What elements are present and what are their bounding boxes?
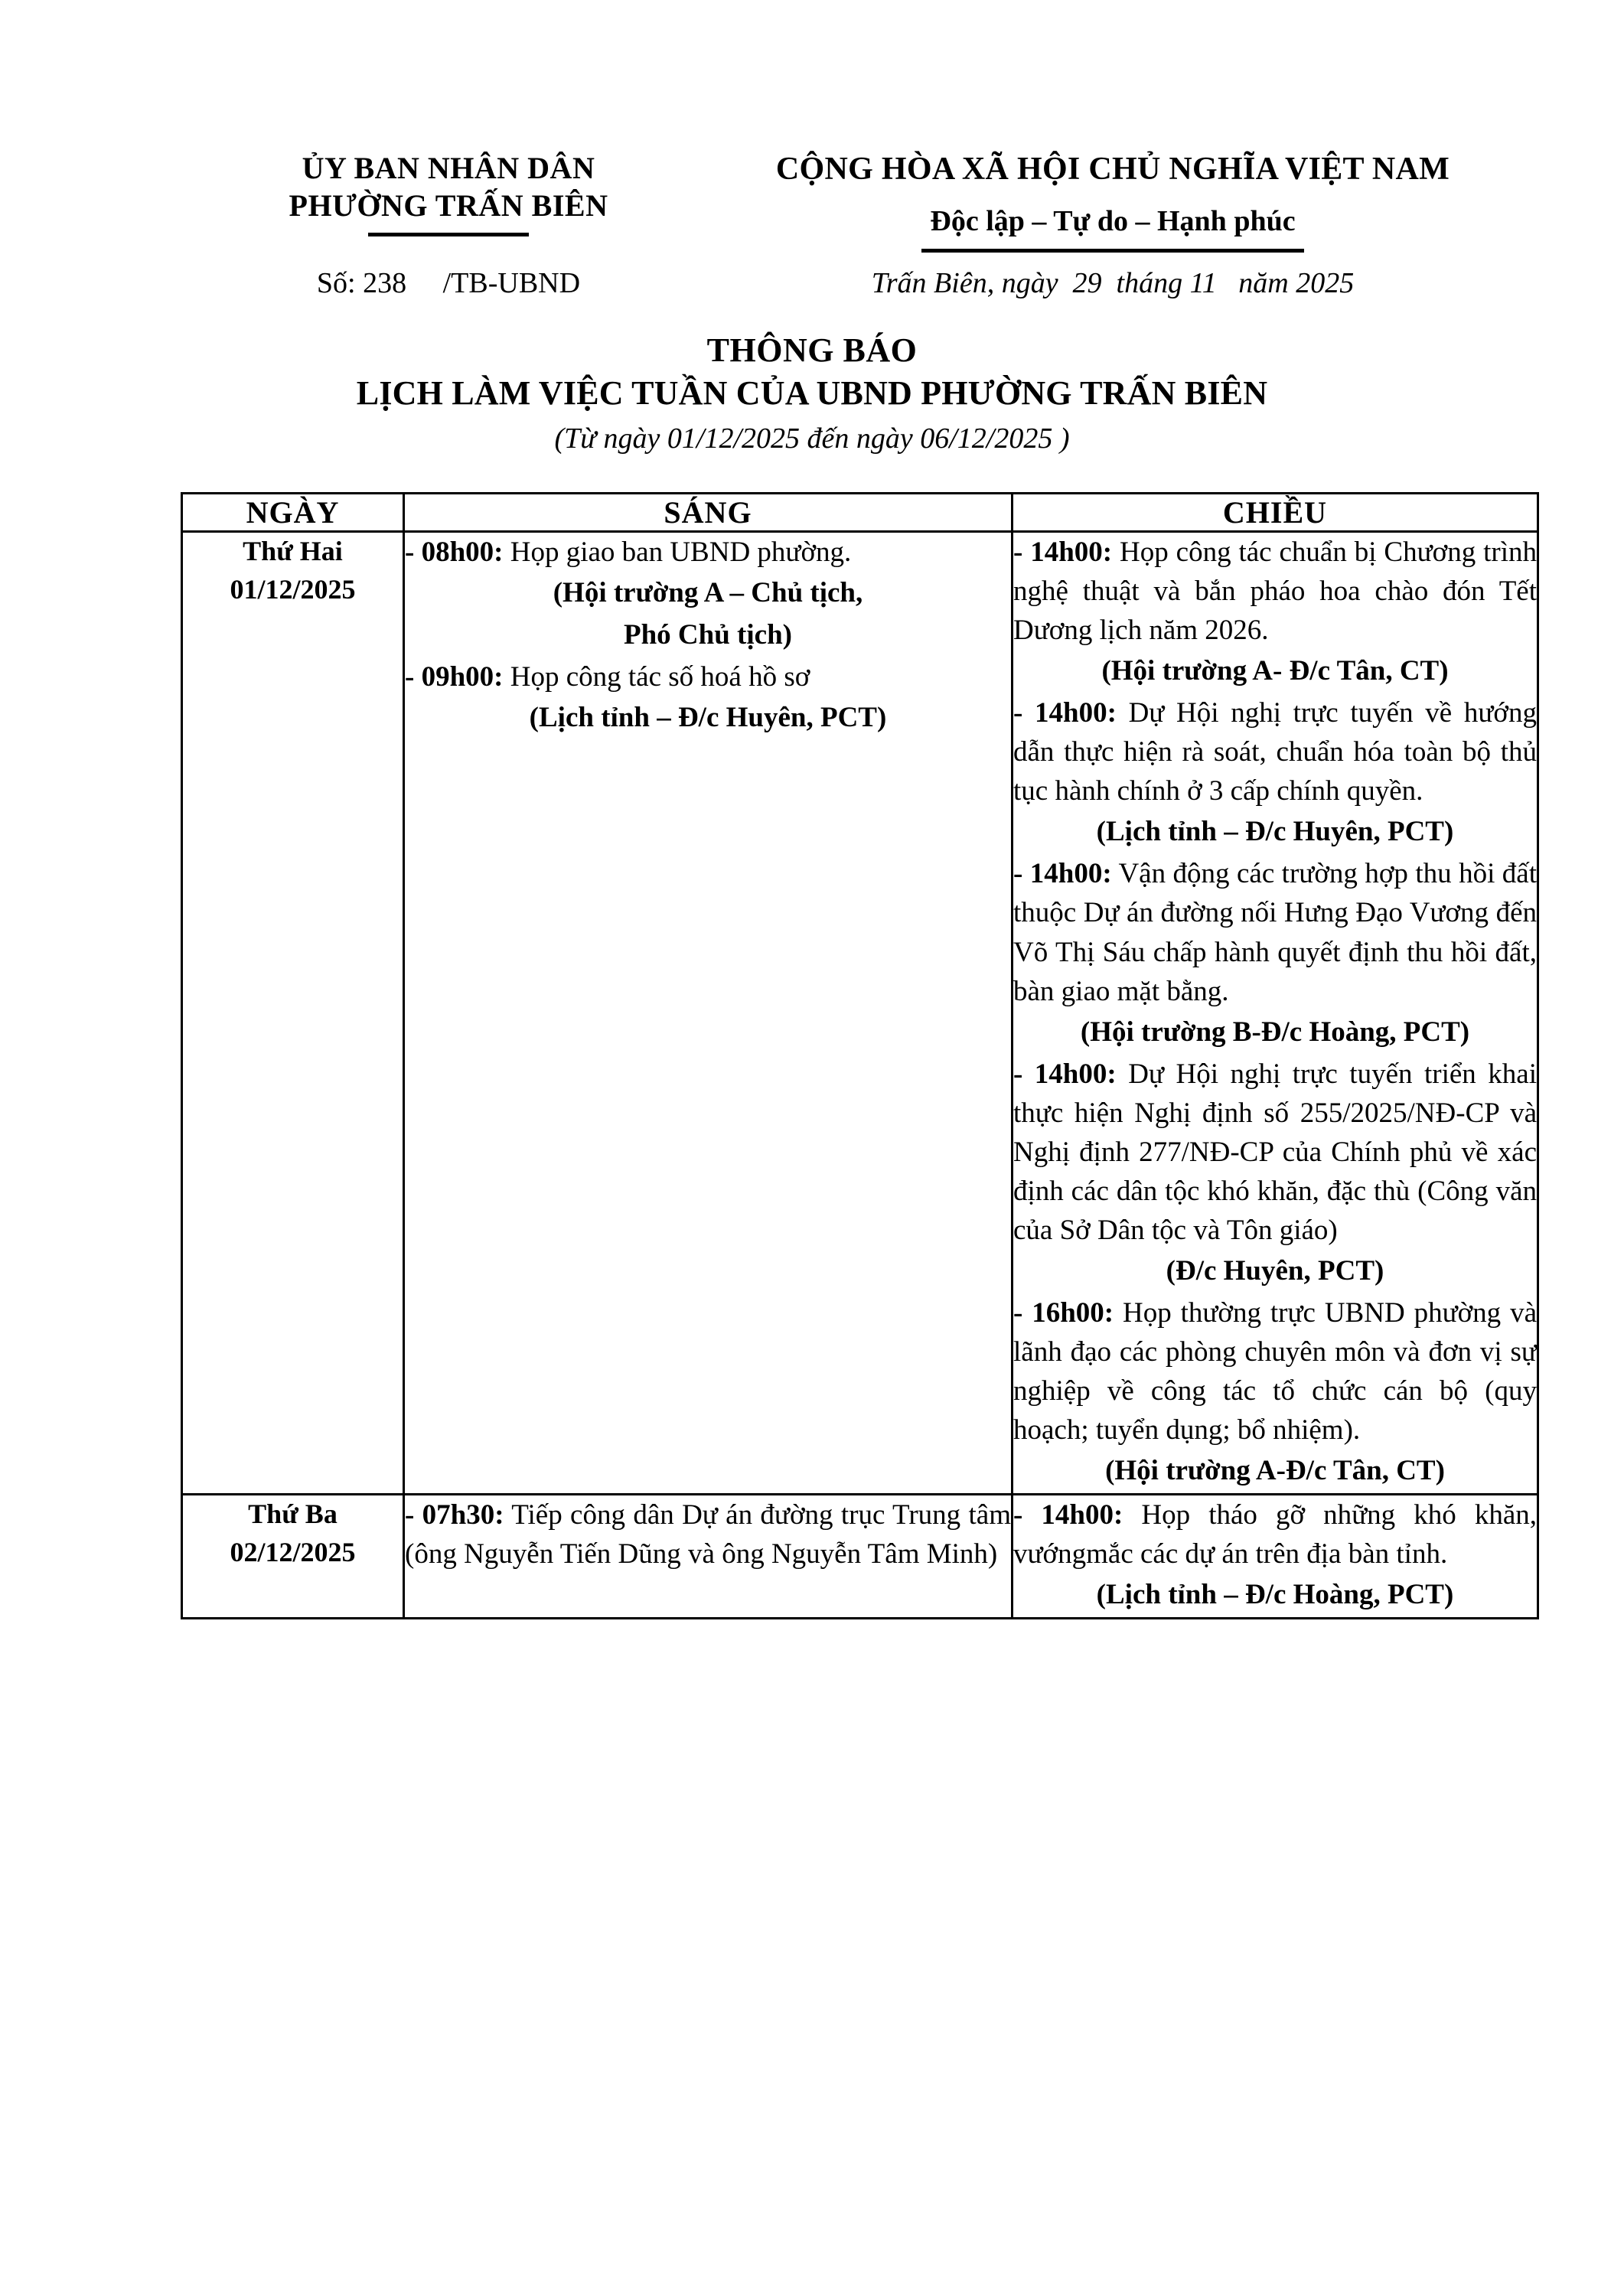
schedule-entry-text: Họp thường trực UBND phường và lãnh đạo các phòng chuyên môn và đơn vị sự nghiệp về công tác tổ chức cán bộ (quy hoạch; tuyển dụng; bổ nhiệm). [1013,1296,1537,1446]
schedule-entry-text: Dự Hội nghị trực tuyến về hướng dẫn thực hiện rà soát, chuẩn hóa toàn bộ thủ tục hành chính ở 3 cấp chính quyền. [1013,697,1537,807]
afternoon-cell [1013,532,1538,1495]
number-date-row [0,266,1624,300]
morning-cell [404,532,1013,1495]
schedule-venue: (Hội trường A- Đ/c Tân, CT) [1101,655,1449,687]
day-name: Thứ Hai [243,536,343,567]
schedule-entry-text: Tiếp công dân Dự án đường trục Trung tâm (ông Nguyễn Tiến Dũng và ông Nguyễn Tâm Minh) [405,1499,1011,1570]
schedule-entry [405,657,1011,696]
schedule-entry-text: Vận động các trường hợp thu hồi đất thuộc Dự án đường nối Hưng Đạo Vương đến Võ Thị Sáu chấp hành quyết định thu hồi đất, bàn giao mặt bằng. [1013,858,1537,1007]
schedule-entry-time: - 09h00: [405,661,504,693]
table-row [182,1495,1538,1619]
morning-cell [404,1495,1013,1619]
schedule-entry-text: Dự Hội nghị trực tuyến triển khai thực hiện Nghị định số 255/2025/NĐ-CP và Nghị định 277/NĐ-CP của Chính phủ về xác định các dân tộc khó khăn, đặc thù (Công văn của Sở Dân tộc và Tôn giáo) [1013,1058,1537,1246]
document-subject-title: LỊCH LÀM VIỆC TUẦN CỦA UBND PHƯỜNG TRẤN BIÊN [356,373,1268,412]
schedule-entry [1013,533,1537,650]
title-block [0,331,1624,457]
document-number: Số: 238 /TB-UBND [316,266,581,299]
schedule-venue: (Lịch tỉnh – Đ/c Hoàng, PCT) [1096,1579,1454,1611]
day-cell [182,1495,404,1619]
schedule-entry-text: Họp giao ban UBND phường. [503,536,852,569]
schedule-entry-time: - 14h00: [1013,1499,1123,1531]
day-name: Thứ Ba [248,1499,338,1530]
authority-underline [368,233,529,236]
schedule-table-wrapper [181,492,1537,1619]
table-header-row [182,494,1538,532]
schedule-entry [1013,1055,1537,1250]
day-date: 02/12/2025 [230,1536,356,1567]
schedule-entry [1013,1495,1537,1574]
schedule-entry-text: Họp công tác số hoá hồ sơ [503,661,810,693]
schedule-entry-time: - 14h00: [1013,536,1113,569]
schedule-entry-text: Họp tháo gỡ những khó khăn, vướngmắc các dự án trên địa bàn tỉnh. [1013,1499,1537,1570]
place-and-date: Trấn Biên, ngày 29 tháng 11 năm 2025 [871,266,1355,299]
schedule-entry [1013,1293,1537,1450]
motto-underline [921,249,1304,253]
issuing-authority-block [181,150,716,236]
country-name: CỘNG HÒA XÃ HỘI CHỦ NGHĨA VIỆT NAM [775,152,1450,187]
column-header-morning: SÁNG [404,494,1013,532]
schedule-entry-time: - 14h00: [1013,697,1117,729]
schedule-entry [1013,693,1537,810]
schedule-entry-text: Họp công tác chuẩn bị Chương trình nghệ thuật và bắn pháo hoa chào đón Tết Dương lịch năm 2026. [1013,536,1537,647]
schedule-entry [405,533,1011,572]
day-cell [182,532,404,1495]
schedule-venue: (Đ/c Huyên, PCT) [1166,1254,1384,1287]
national-motto: Độc lập – Tự do – Hạnh phúc [930,205,1296,238]
table-body [182,532,1538,1619]
table-row [182,532,1538,1495]
weekly-schedule-table [181,492,1539,1619]
document-type-title: THÔNG BÁO [706,331,918,369]
table-header [182,494,1538,532]
schedule-venue: (Lịch tỉnh – Đ/c Huyên, PCT) [1096,816,1454,848]
schedule-entry-time: - 07h30: [405,1499,504,1531]
schedule-entry-time: - 08h00: [405,536,504,569]
schedule-venue: (Lịch tỉnh – Đ/c Huyên, PCT) [529,702,887,734]
authority-line-1: ỦY BAN NHÂN DÂN [302,151,595,185]
schedule-entry-time: - 14h00: [1013,858,1112,890]
day-date: 01/12/2025 [230,573,356,605]
schedule-venue: (Hội trường A – Chủ tịch, [553,577,863,609]
national-heading-block [716,150,1624,253]
authority-line-2: PHƯỜNG TRẤN BIÊN [289,188,608,223]
schedule-entry-time: - 14h00: [1013,1058,1117,1090]
schedule-venue: (Hội trường A-Đ/c Tân, CT) [1105,1455,1445,1487]
date-range-subtitle: (Từ ngày 01/12/2025 đến ngày 06/12/2025 ) [554,422,1070,455]
schedule-entry [405,1495,1011,1574]
schedule-entry-time: - 16h00: [1013,1296,1114,1329]
column-header-day: NGÀY [182,494,404,532]
masthead [0,0,1624,253]
schedule-venue: (Hội trường B-Đ/c Hoàng, PCT) [1080,1016,1470,1048]
column-header-afternoon: CHIỀU [1013,494,1538,532]
schedule-entry [1013,854,1537,1010]
afternoon-cell [1013,1495,1538,1619]
schedule-venue: Phó Chủ tịch) [624,619,792,651]
